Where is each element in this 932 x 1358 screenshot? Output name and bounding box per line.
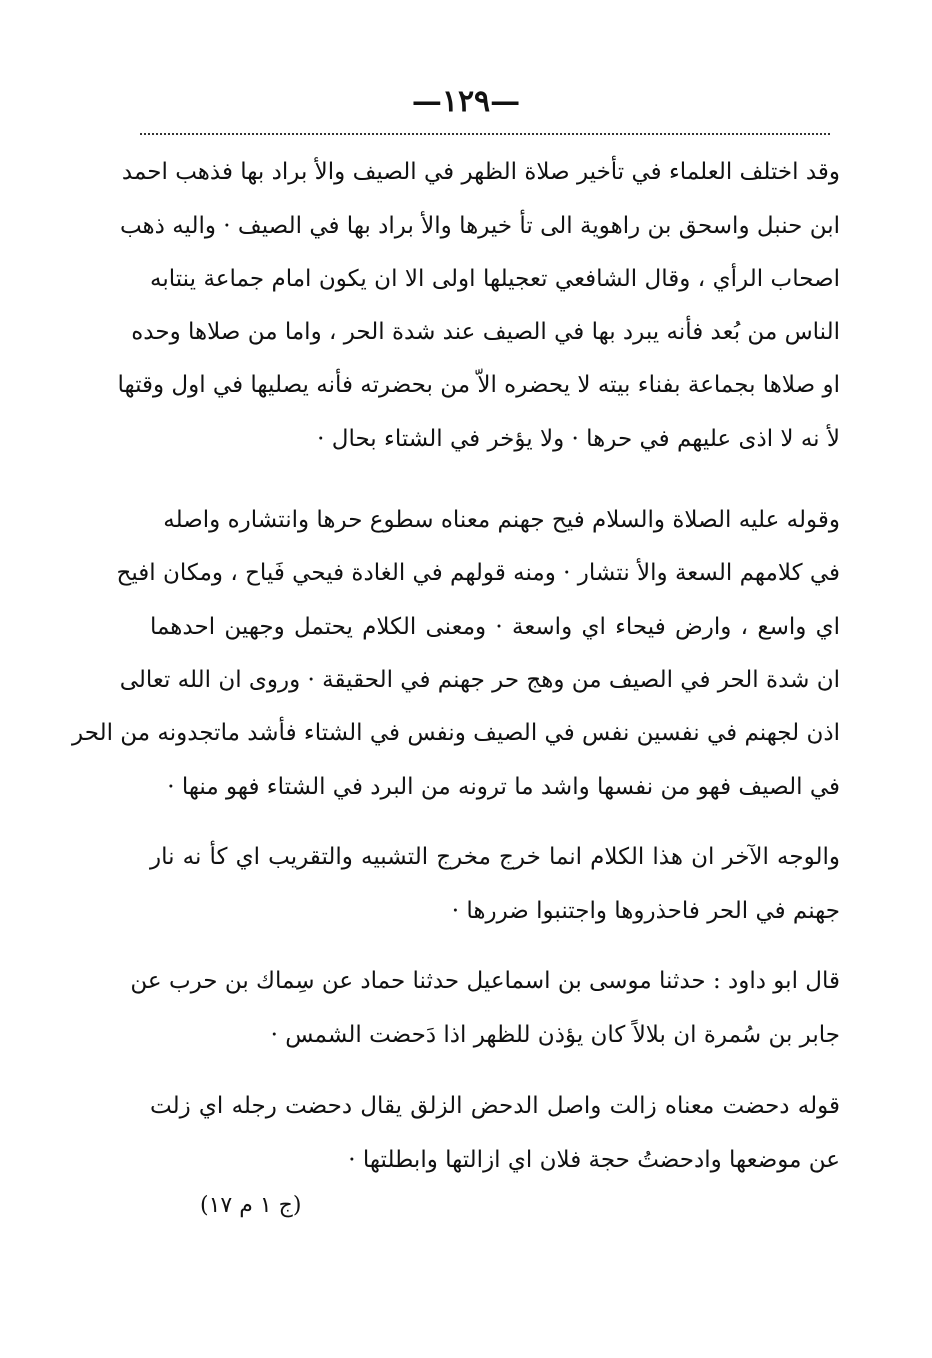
page-number: —١٢٩— [411, 84, 521, 119]
paragraph-1-line-1: وقد اختلف العلماء في تأخير صلاة الظهر في الصيف والأ براد بها فذهب احمد [121, 159, 840, 185]
header-divider [140, 133, 830, 135]
paragraph-5-line-2: عن موضعها وادحضتُ حجة فلان اي ازالتها وابطلتها · [348, 1147, 840, 1173]
paragraph-1-line-3: اصحاب الرأي ، وقال الشافعي تعجيلها اولى الا ان يكون امام جماعة ينتابه [150, 266, 840, 292]
paragraph-3-line-1: والوجه الآخر ان هذا الكلام انما خرج مخرج التشبيه والتقريب اي كأ نه نار [150, 844, 840, 870]
paragraph-2-line-3: اي واسع ، وارض فيحاء اي واسعة · ومعنى الكلام يحتمل وجهين احدهما [150, 614, 840, 640]
paragraph-2-line-2: في كلامهم السعة والأ نتشار · ومنه قولهم في الغادة فيحي فَياح ، ومكان افيح [116, 560, 840, 586]
paragraph-1-line-4: الناس من بُعد فأنه يبرد بها في الصيف عند شدة الحر ، واما من صلاها وحده [131, 319, 840, 345]
paragraph-2-line-1: وقوله عليه الصلاة والسلام فيح جهنم معناه سطوع حرها وانتشاره واصله [163, 507, 840, 533]
paragraph-1-line-2: ابن حنبل واسحق بن راهوية الى تأ خيرها والأ براد بها في الصيف · واليه ذهب [119, 213, 840, 239]
paragraph-1-line-6: لأ نه لا اذى عليهم في حرها · ولا يؤخر في الشتاء بحال · [317, 426, 840, 452]
paragraph-4-line-1: قال ابو داود : حدثنا موسى بن اسماعيل حدثنا حماد عن سِماك بن حرب عن [130, 968, 840, 994]
paragraph-2-line-4: ان شدة الحر في الصيف من وهج حر جهنم في الحقيقة · وروى ان الله تعالى [119, 667, 840, 693]
signature-mark: (ج ١ م ١٧) [200, 1193, 302, 1218]
paragraph-5-line-1: قوله دحضت معناه زالت واصل الدحض الزلق يقال دحضت رجله اي زلت [150, 1093, 840, 1119]
paragraph-2-line-5: اذن لجهنم في نفسين نفس في الصيف ونفس في الشتاء فأشد ماتجدونه من الحر [72, 720, 840, 746]
paragraph-1-line-5: او صلاها بجماعة بفناء بيته لا يحضره الاّ من بحضرته فأنه يصليها في اول وقتها [117, 372, 840, 398]
paragraph-4-line-2: جابر بن سُمرة ان بلالاً كان يؤذن للظهر اذا دَحضت الشمس · [270, 1022, 840, 1048]
paragraph-2-line-6: في الصيف فهو من نفسها واشد ما ترونه من البرد في الشتاء فهو منها · [167, 774, 840, 800]
paragraph-3-line-2: جهنم في الحر فاحذروها واجتنبوا ضررها · [451, 898, 840, 924]
